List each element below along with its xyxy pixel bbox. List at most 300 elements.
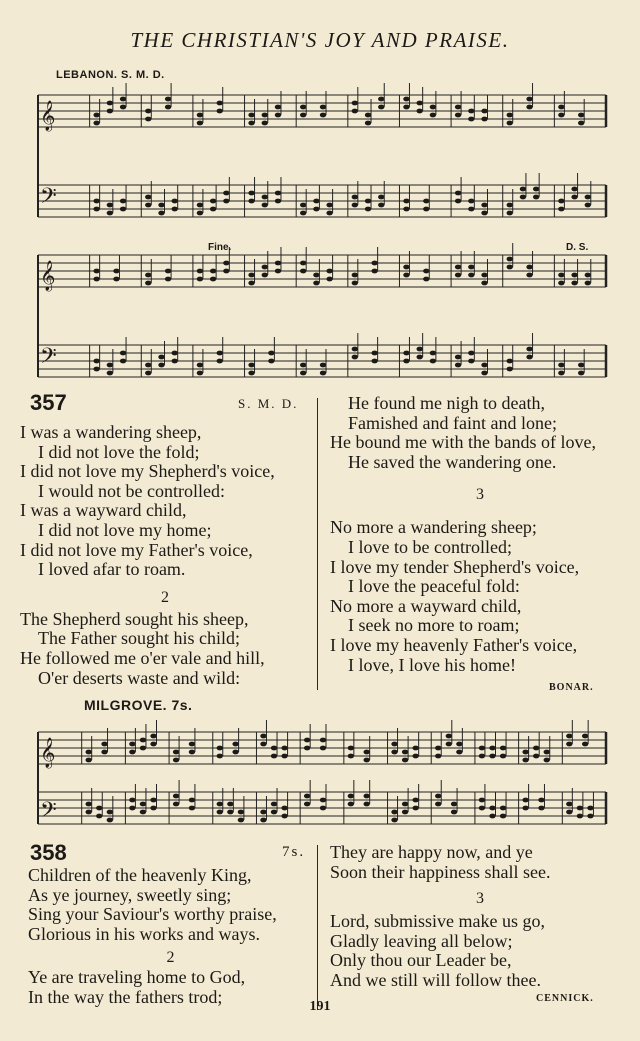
note-head	[348, 802, 354, 807]
note-head	[262, 273, 268, 278]
note-head	[371, 269, 377, 274]
note-head	[223, 191, 229, 196]
note-head	[217, 101, 223, 106]
note-head	[93, 367, 99, 372]
verse-line: I love my tender Shepherd's voice,	[330, 556, 580, 577]
note-head	[352, 355, 358, 360]
note-head	[260, 734, 266, 739]
verse-line: No more a wandering sheep;	[330, 517, 537, 538]
note-head	[365, 199, 371, 204]
note-head	[300, 363, 306, 368]
note-head	[435, 802, 441, 807]
note-head	[107, 818, 113, 823]
note-head	[238, 810, 244, 815]
note-head	[507, 211, 513, 216]
note-head	[271, 754, 277, 759]
note-head	[365, 113, 371, 118]
fine-mark: Fine.	[208, 242, 232, 253]
note-head	[165, 269, 171, 274]
note-head	[520, 195, 526, 200]
note-head	[352, 281, 358, 286]
note-head	[165, 277, 171, 282]
note-head	[140, 746, 146, 751]
note-head	[455, 191, 461, 196]
note-head	[300, 269, 306, 274]
note-head	[577, 806, 583, 811]
note-head	[430, 359, 436, 364]
note-head	[479, 806, 485, 811]
note-head	[210, 207, 216, 212]
note-head	[435, 794, 441, 799]
note-head	[248, 281, 254, 286]
note-head	[107, 810, 113, 815]
note-head	[96, 806, 102, 811]
note-head	[320, 371, 326, 376]
author-credit: CENNICK.	[536, 993, 594, 1004]
note-head	[430, 351, 436, 356]
verse-line: Glorious in his works and ways.	[28, 923, 260, 944]
page-number: 191	[309, 999, 331, 1014]
note-head	[365, 207, 371, 212]
note-head	[571, 273, 577, 278]
note-head	[371, 261, 377, 266]
note-head	[145, 371, 151, 376]
note-head	[481, 211, 487, 216]
verse-line: I did not love my home;	[38, 519, 212, 540]
note-head	[189, 750, 195, 755]
note-head	[522, 758, 528, 763]
note-head	[145, 117, 151, 122]
note-head	[352, 203, 358, 208]
note-head	[378, 97, 384, 102]
music-score-milgrove	[0, 712, 640, 837]
note-head	[107, 211, 113, 216]
note-head	[481, 273, 487, 278]
note-head	[468, 117, 474, 122]
note-head	[313, 199, 319, 204]
note-head	[217, 754, 223, 759]
note-head	[455, 363, 461, 368]
note-head	[423, 207, 429, 212]
note-head	[217, 109, 223, 114]
stanza-number: 3	[476, 486, 484, 504]
note-head	[171, 359, 177, 364]
note-head	[281, 754, 287, 759]
note-head	[391, 818, 397, 823]
note-head	[526, 105, 532, 110]
note-head	[189, 798, 195, 803]
note-head	[173, 758, 179, 763]
note-head	[93, 359, 99, 364]
note-head	[129, 750, 135, 755]
note-head	[378, 105, 384, 110]
music-score-lebanon	[0, 80, 640, 390]
note-head	[227, 802, 233, 807]
note-head	[352, 195, 358, 200]
note-head	[455, 265, 461, 270]
note-head	[173, 750, 179, 755]
note-head	[217, 810, 223, 815]
note-head	[585, 203, 591, 208]
hymn-meter: 7s.	[282, 844, 306, 860]
note-head	[140, 810, 146, 815]
verse-line: I loved afar to roam.	[38, 559, 186, 580]
note-head	[248, 121, 254, 126]
verse-line: He found me nigh to death,	[348, 393, 545, 413]
note-head	[300, 371, 306, 376]
note-head	[558, 281, 564, 286]
note-head	[526, 265, 532, 270]
note-head	[120, 199, 126, 204]
note-head	[275, 105, 281, 110]
note-head	[526, 97, 532, 102]
note-head	[455, 113, 461, 118]
note-head	[113, 277, 119, 282]
note-head	[150, 806, 156, 811]
note-head	[412, 754, 418, 759]
author-credit: BONAR.	[549, 682, 594, 693]
verse-line: He followed me o'er vale and hill,	[20, 647, 265, 668]
note-head	[500, 746, 506, 751]
bass-clef-icon: 𝄢	[40, 344, 57, 374]
note-head	[500, 806, 506, 811]
verse-line: In the way the fathers trod;	[28, 986, 223, 1007]
verse-line: I was a wandering sheep,	[20, 422, 202, 442]
note-head	[227, 810, 233, 815]
note-head	[107, 203, 113, 208]
note-head	[455, 105, 461, 110]
note-head	[93, 121, 99, 126]
note-head	[173, 794, 179, 799]
note-head	[468, 351, 474, 356]
note-head	[446, 742, 452, 747]
note-head	[304, 802, 310, 807]
hymn-meter: S. M. D.	[238, 396, 299, 411]
note-head	[348, 794, 354, 799]
note-head	[489, 814, 495, 819]
note-head	[566, 810, 572, 815]
note-head	[423, 277, 429, 282]
verse-line: I would not be controlled:	[38, 480, 225, 501]
hymn-357-right-column	[330, 394, 630, 675]
note-head	[348, 754, 354, 759]
note-head	[189, 742, 195, 747]
note-head	[558, 371, 564, 376]
note-head	[107, 371, 113, 376]
note-head	[526, 273, 532, 278]
note-head	[300, 113, 306, 118]
verse-line: The Father sought his child;	[38, 628, 240, 649]
note-head	[403, 105, 409, 110]
note-head	[232, 750, 238, 755]
note-head	[582, 734, 588, 739]
stanza-number: 3	[476, 890, 484, 908]
note-head	[430, 113, 436, 118]
note-head	[217, 351, 223, 356]
note-head	[165, 97, 171, 102]
verse-line: I love to be controlled;	[348, 536, 512, 557]
note-head	[189, 806, 195, 811]
stanza-number: 2	[161, 588, 169, 606]
note-head	[326, 203, 332, 208]
note-head	[363, 758, 369, 763]
note-head	[416, 101, 422, 106]
note-head	[403, 351, 409, 356]
note-head	[585, 281, 591, 286]
note-head	[456, 742, 462, 747]
note-head	[129, 798, 135, 803]
note-head	[281, 814, 287, 819]
note-head	[217, 802, 223, 807]
note-head	[120, 351, 126, 356]
note-head	[326, 277, 332, 282]
note-head	[403, 199, 409, 204]
verse-line: They are happy now, and ye	[330, 842, 533, 862]
hymn-number: 358	[30, 840, 67, 865]
hymn-358-left-column	[28, 866, 313, 1008]
note-head	[587, 814, 593, 819]
note-head	[107, 363, 113, 368]
tune-label-lebanon: LEBANON. S. M. D.	[56, 69, 165, 81]
note-head	[412, 806, 418, 811]
verse-line: As ye journey, sweetly sing;	[28, 884, 232, 905]
note-head	[489, 806, 495, 811]
stanza-number: 2	[166, 949, 175, 967]
note-head	[533, 754, 539, 759]
note-head	[507, 257, 513, 262]
note-head	[566, 802, 572, 807]
note-head	[391, 750, 397, 755]
verse-line: I seek no more to roam;	[348, 615, 520, 636]
note-head	[416, 109, 422, 114]
note-head	[451, 810, 457, 815]
note-head	[479, 754, 485, 759]
note-head	[507, 203, 513, 208]
note-head	[145, 203, 151, 208]
note-head	[571, 195, 577, 200]
note-head	[210, 269, 216, 274]
note-head	[120, 105, 126, 110]
note-head	[446, 734, 452, 739]
note-head	[248, 113, 254, 118]
note-head	[371, 359, 377, 364]
note-head	[197, 371, 203, 376]
note-head	[271, 810, 277, 815]
note-head	[281, 746, 287, 751]
note-head	[526, 355, 532, 360]
note-head	[578, 121, 584, 126]
note-head	[403, 97, 409, 102]
note-head	[150, 798, 156, 803]
note-head	[145, 273, 151, 278]
note-head	[275, 113, 281, 118]
note-head	[352, 109, 358, 114]
note-head	[585, 195, 591, 200]
note-head	[363, 750, 369, 755]
note-head	[403, 273, 409, 278]
hymn-357-left-column	[20, 423, 310, 688]
note-head	[423, 269, 429, 274]
verse-line: Soon their happiness shall see.	[330, 861, 551, 882]
note-head	[468, 265, 474, 270]
note-head	[158, 203, 164, 208]
verse-line: I love, I love his home!	[348, 654, 516, 675]
note-head	[248, 191, 254, 196]
note-head	[260, 742, 266, 747]
note-head	[145, 281, 151, 286]
note-head	[271, 802, 277, 807]
note-head	[313, 281, 319, 286]
note-head	[145, 109, 151, 114]
note-head	[313, 273, 319, 278]
note-head	[412, 746, 418, 751]
note-head	[538, 798, 544, 803]
note-head	[402, 758, 408, 763]
note-head	[217, 359, 223, 364]
verse-line: I was a wayward child,	[20, 500, 187, 521]
verse-line: Only thou our Leader be,	[330, 950, 512, 971]
note-head	[451, 802, 457, 807]
note-head	[326, 269, 332, 274]
note-head	[481, 281, 487, 286]
note-head	[526, 347, 532, 352]
treble-clef-icon: 𝄞	[40, 738, 56, 768]
note-head	[500, 754, 506, 759]
note-head	[455, 273, 461, 278]
verse-line: No more a wayward child,	[330, 595, 522, 616]
verse-line: I did not love my Father's voice,	[20, 539, 253, 560]
note-head	[113, 269, 119, 274]
note-head	[262, 265, 268, 270]
note-head	[544, 750, 550, 755]
note-head	[165, 105, 171, 110]
note-head	[582, 742, 588, 747]
verse-line: Ye are traveling home to God,	[28, 967, 246, 988]
note-head	[320, 113, 326, 118]
note-head	[275, 199, 281, 204]
note-head	[262, 203, 268, 208]
note-head	[107, 101, 113, 106]
note-head	[223, 269, 229, 274]
note-head	[140, 738, 146, 743]
note-head	[320, 798, 326, 803]
verse-line: I did not love my Shepherd's voice,	[20, 461, 275, 482]
note-head	[223, 199, 229, 204]
note-head	[275, 261, 281, 266]
verse-line: Gladly leaving all below;	[330, 930, 513, 951]
verse-line: I love the peaceful fold:	[348, 576, 520, 597]
note-head	[129, 806, 135, 811]
note-head	[320, 806, 326, 811]
note-head	[300, 203, 306, 208]
verse-line: Children of the heavenly King,	[28, 865, 252, 885]
note-head	[326, 211, 332, 216]
note-head	[468, 359, 474, 364]
note-head	[275, 269, 281, 274]
hymn-358-right-column	[330, 843, 630, 991]
note-head	[85, 802, 91, 807]
note-head	[320, 105, 326, 110]
note-head	[248, 199, 254, 204]
note-head	[320, 738, 326, 743]
note-head	[578, 371, 584, 376]
note-head	[300, 211, 306, 216]
note-head	[262, 195, 268, 200]
note-head	[93, 113, 99, 118]
note-head	[268, 351, 274, 356]
note-head	[479, 798, 485, 803]
verse-line: He bound me with the bands of love,	[330, 432, 596, 453]
note-head	[403, 359, 409, 364]
note-head	[238, 818, 244, 823]
note-head	[587, 806, 593, 811]
note-head	[489, 746, 495, 751]
note-head	[391, 810, 397, 815]
note-head	[93, 199, 99, 204]
note-head	[260, 810, 266, 815]
note-head	[313, 207, 319, 212]
note-head	[402, 810, 408, 815]
note-head	[320, 363, 326, 368]
note-head	[577, 814, 583, 819]
note-head	[412, 798, 418, 803]
verse-line: And we still will follow thee.	[330, 969, 541, 990]
note-head	[197, 269, 203, 274]
note-head	[566, 734, 572, 739]
note-head	[171, 207, 177, 212]
note-head	[520, 187, 526, 192]
note-head	[378, 195, 384, 200]
note-head	[197, 277, 203, 282]
note-head	[435, 746, 441, 751]
note-head	[171, 199, 177, 204]
verse-line: The Shepherd sought his sheep,	[20, 608, 249, 629]
note-head	[363, 802, 369, 807]
note-head	[93, 277, 99, 282]
note-head	[571, 187, 577, 192]
treble-clef-icon: 𝄞	[40, 261, 56, 291]
note-head	[300, 261, 306, 266]
note-head	[416, 355, 422, 360]
note-head	[197, 121, 203, 126]
note-head	[479, 746, 485, 751]
note-head	[173, 802, 179, 807]
note-head	[481, 371, 487, 376]
note-head	[304, 738, 310, 743]
note-head	[150, 742, 156, 747]
note-head	[391, 742, 397, 747]
note-head	[304, 746, 310, 751]
note-head	[158, 355, 164, 360]
note-head	[507, 359, 513, 364]
note-head	[500, 814, 506, 819]
note-head	[281, 806, 287, 811]
note-head	[544, 758, 550, 763]
note-head	[456, 750, 462, 755]
note-head	[262, 113, 268, 118]
note-head	[223, 261, 229, 266]
note-head	[262, 121, 268, 126]
note-head	[481, 203, 487, 208]
note-head	[120, 207, 126, 212]
note-head	[522, 806, 528, 811]
note-head	[145, 195, 151, 200]
note-head	[423, 199, 429, 204]
note-head	[578, 363, 584, 368]
note-head	[455, 355, 461, 360]
verse-line: I did not love the fold;	[38, 441, 200, 462]
note-head	[197, 363, 203, 368]
